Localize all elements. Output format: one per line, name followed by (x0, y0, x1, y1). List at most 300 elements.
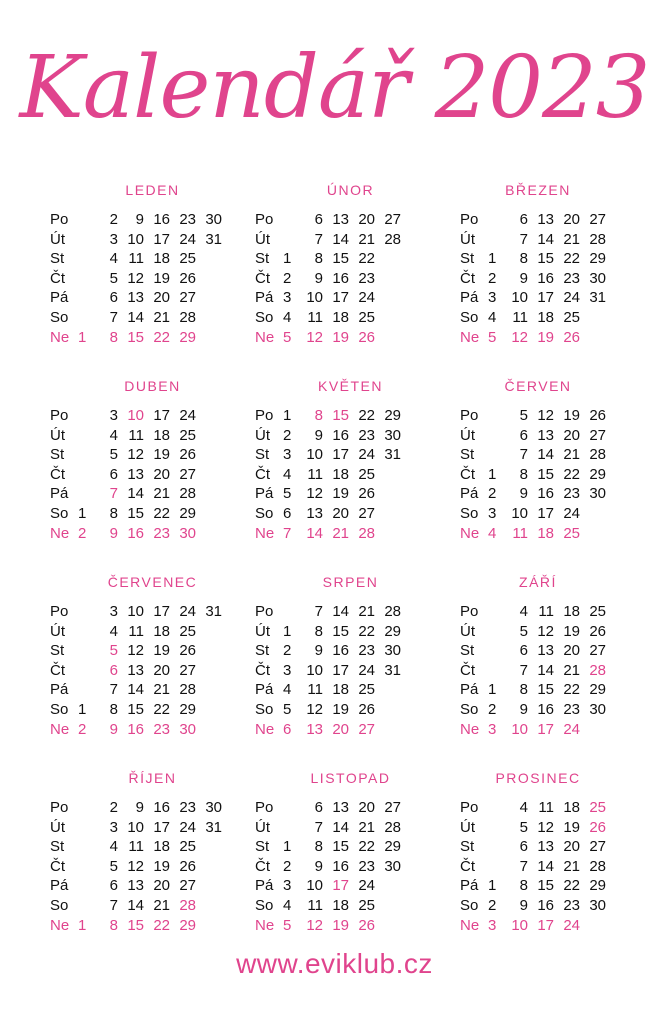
weekday-row (255, 661, 401, 681)
weekday-row (255, 720, 401, 740)
date-cell: 31 (384, 446, 401, 464)
date-cell: 11 (128, 250, 144, 268)
week-number (78, 837, 96, 857)
date-cell: 14 (332, 603, 349, 620)
weekday-label: So (50, 700, 69, 718)
date-cell: 9 (519, 269, 528, 287)
date-cell: 8 (109, 328, 118, 346)
weekday-row (255, 426, 401, 446)
week-number (78, 249, 96, 269)
date-cell: 28 (179, 896, 196, 914)
date-cell: 23 (179, 211, 196, 228)
week-number (78, 798, 96, 818)
weekday-label: Ne (460, 916, 480, 934)
date-cell: 21 (153, 485, 170, 503)
date-cell: 3 (109, 230, 118, 248)
weekday-row (50, 524, 196, 544)
date-cell: 5 (109, 857, 118, 875)
weekday-label: Ne (460, 720, 480, 738)
date-cell: 8 (519, 877, 528, 895)
date-cell: 9 (314, 642, 323, 660)
date-cell: 13 (127, 465, 144, 483)
week-number: 2 (78, 720, 87, 738)
week-number: 1 (488, 250, 497, 268)
date-cell: 30 (589, 269, 606, 287)
week-number (283, 230, 301, 250)
weekday-row (50, 798, 222, 818)
weekday-row (460, 524, 606, 544)
date-cell: 26 (179, 446, 196, 464)
date-cell: 25 (179, 622, 196, 640)
date-cell: 28 (589, 230, 606, 248)
date-cell: 11 (128, 622, 144, 640)
date-cell: 14 (127, 681, 144, 699)
date-cell: 27 (589, 642, 606, 660)
calendar-title: Kalendář 2023 (19, 38, 650, 138)
weekday-label: So (255, 896, 274, 914)
week-number (78, 445, 96, 465)
weekday-label: Po (460, 799, 479, 816)
date-cell: 19 (332, 328, 349, 346)
weekday-row (255, 798, 401, 818)
date-cell: 27 (179, 289, 196, 307)
weekday-label: St (460, 250, 475, 268)
date-cell: 19 (332, 700, 349, 718)
date-cell: 4 (109, 426, 118, 444)
date-cell: 31 (205, 818, 222, 836)
date-cell: 16 (537, 485, 554, 503)
date-cell: 14 (537, 446, 554, 464)
month-block (50, 766, 255, 962)
date-cell: 25 (179, 250, 196, 268)
date-cell: 18 (332, 896, 349, 914)
weekday-row (50, 288, 222, 308)
weekday-label: Ne (255, 524, 275, 542)
week-number: 1 (283, 407, 292, 424)
week-number (78, 680, 96, 700)
date-cell: 14 (537, 857, 554, 875)
date-cell: 15 (332, 407, 349, 424)
date-cell: 22 (358, 838, 375, 856)
date-cell: 26 (589, 818, 606, 836)
weekday-label: Čt (50, 661, 65, 679)
weekday-row (460, 288, 606, 308)
date-cell: 7 (109, 896, 118, 914)
month-block (255, 570, 460, 766)
date-cell: 17 (332, 877, 349, 895)
week-number (78, 210, 96, 230)
week-number: 3 (488, 720, 497, 738)
date-cell: 28 (179, 308, 196, 326)
weekday-label: Pá (50, 877, 69, 895)
month-name: KVĚTEN (317, 378, 383, 394)
date-cell: 7 (109, 485, 118, 503)
week-number (78, 661, 96, 681)
week-number: 7 (283, 524, 292, 542)
date-cell: 18 (332, 465, 349, 483)
date-cell: 18 (332, 681, 349, 699)
date-cell: 29 (589, 465, 606, 483)
date-cell: 19 (563, 818, 580, 836)
weekday-label: St (50, 250, 65, 268)
weekday-row (50, 465, 196, 485)
week-number: 3 (283, 289, 292, 307)
date-cell: 25 (358, 465, 375, 483)
date-cell: 18 (563, 799, 580, 816)
week-number (283, 210, 301, 230)
date-cell: 19 (563, 622, 580, 640)
date-cell: 20 (153, 661, 170, 679)
weekday-label: St (50, 446, 65, 464)
weekday-row (50, 916, 222, 936)
date-cell: 31 (205, 230, 222, 248)
weekday-label: St (255, 838, 270, 856)
date-cell: 23 (563, 896, 580, 914)
date-cell: 20 (563, 426, 580, 444)
date-cell: 11 (538, 603, 554, 620)
weekday-label: So (50, 308, 69, 326)
date-cell: 21 (153, 308, 170, 326)
weekday-label: Pá (255, 877, 274, 895)
month-block (50, 570, 255, 766)
weekday-row (255, 465, 401, 485)
date-cell: 22 (153, 328, 170, 346)
weekday-row (50, 445, 196, 465)
date-cell: 28 (384, 230, 401, 248)
weekday-row (50, 818, 222, 838)
weekday-row (50, 622, 222, 642)
week-number: 2 (283, 642, 292, 660)
date-cell: 10 (511, 720, 528, 738)
week-number (488, 426, 506, 446)
date-cell: 21 (332, 524, 349, 542)
month-name: PROSINEC (495, 770, 581, 786)
date-cell: 15 (332, 250, 349, 268)
date-cell: 26 (179, 269, 196, 287)
date-cell: 15 (537, 465, 554, 483)
date-cell: 13 (537, 211, 554, 228)
weekday-row (255, 524, 401, 544)
weekday-label: Pá (460, 681, 479, 699)
month-name: ÚNOR (326, 182, 375, 198)
weekday-row (50, 484, 196, 504)
weekday-row (255, 916, 401, 936)
weekday-row (460, 249, 606, 269)
weekday-label: Po (460, 603, 479, 620)
date-cell: 18 (332, 308, 349, 326)
date-cell: 26 (589, 407, 606, 424)
date-cell: 13 (306, 720, 323, 738)
date-cell: 14 (537, 661, 554, 679)
month-block (255, 766, 460, 962)
month-name: LISTOPAD (310, 770, 391, 786)
week-number: 5 (283, 328, 292, 346)
date-cell: 30 (384, 857, 401, 875)
week-number: 6 (283, 504, 292, 522)
date-cell: 7 (109, 681, 118, 699)
date-cell: 10 (306, 446, 323, 464)
weekday-label: So (460, 700, 479, 718)
date-cell: 5 (519, 407, 528, 424)
week-number: 3 (283, 661, 292, 679)
date-cell: 21 (563, 661, 580, 679)
week-number (78, 465, 96, 485)
date-cell: 18 (153, 426, 170, 444)
week-number: 1 (488, 877, 497, 895)
month-name: BŘEZEN (505, 182, 571, 198)
date-cell: 9 (109, 524, 118, 542)
date-cell: 6 (109, 877, 118, 895)
weekday-label: St (255, 446, 270, 464)
week-number (78, 230, 96, 250)
week-number (78, 269, 96, 289)
date-cell: 17 (153, 230, 170, 248)
weekday-row (255, 210, 401, 230)
date-cell: 30 (179, 524, 196, 542)
date-cell: 7 (314, 603, 323, 620)
date-cell: 20 (563, 642, 580, 660)
weekday-row (255, 328, 401, 348)
date-cell: 27 (358, 720, 375, 738)
date-cell: 24 (358, 661, 375, 679)
date-cell: 23 (358, 426, 375, 444)
week-number: 6 (283, 720, 292, 738)
week-number (283, 818, 301, 838)
date-cell: 17 (153, 407, 170, 424)
weekday-row (460, 876, 606, 896)
date-cell: 25 (179, 426, 196, 444)
date-cell: 21 (563, 230, 580, 248)
weekday-row (255, 308, 401, 328)
date-cell: 11 (307, 465, 323, 483)
date-cell: 5 (109, 642, 118, 660)
date-cell: 15 (127, 916, 144, 934)
date-cell: 13 (332, 799, 349, 816)
weekday-label: Pá (255, 681, 274, 699)
date-cell: 25 (589, 799, 606, 816)
weekday-label: Čt (255, 661, 270, 679)
weekday-row (50, 837, 222, 857)
date-cell: 6 (519, 838, 528, 856)
week-number: 2 (283, 857, 292, 875)
date-cell: 21 (153, 896, 170, 914)
week-number: 5 (283, 700, 292, 718)
weekday-row (255, 876, 401, 896)
weekday-row (460, 857, 606, 877)
weekday-row (255, 445, 401, 465)
weekday-row (50, 641, 222, 661)
week-number (78, 426, 96, 446)
weekday-label: Ne (50, 328, 70, 346)
date-cell: 17 (537, 720, 554, 738)
date-cell: 28 (589, 857, 606, 875)
week-number: 1 (488, 465, 497, 483)
date-cell: 31 (589, 289, 606, 307)
weekday-label: So (255, 308, 274, 326)
date-cell: 26 (179, 642, 196, 660)
date-cell: 10 (127, 818, 144, 836)
week-number: 5 (283, 916, 292, 934)
date-cell: 17 (332, 661, 349, 679)
week-number (488, 837, 506, 857)
date-cell: 22 (563, 465, 580, 483)
weekday-label: Čt (460, 857, 475, 875)
weekday-label: St (50, 838, 65, 856)
months-grid (50, 178, 630, 962)
weekday-row (460, 700, 606, 720)
weekday-row (50, 661, 222, 681)
weekday-label: Pá (460, 877, 479, 895)
date-cell: 16 (332, 426, 349, 444)
weekday-row (460, 308, 606, 328)
weekday-label: Út (50, 426, 65, 444)
date-cell: 5 (519, 818, 528, 836)
week-number: 1 (78, 504, 87, 522)
weekday-row (460, 837, 606, 857)
week-number: 2 (283, 426, 292, 444)
weekday-label: St (460, 642, 475, 660)
date-cell: 30 (205, 211, 222, 228)
date-cell: 4 (109, 622, 118, 640)
weekday-row (255, 818, 401, 838)
weekday-row (460, 445, 606, 465)
weekday-label: So (460, 896, 479, 914)
weekday-label: Po (460, 211, 479, 228)
month-block (460, 374, 630, 570)
date-cell: 21 (563, 446, 580, 464)
date-cell: 27 (179, 465, 196, 483)
weekday-row (255, 837, 401, 857)
week-number (78, 896, 96, 916)
weekday-row (460, 916, 606, 936)
weekday-row (50, 426, 196, 446)
weekday-label: St (460, 838, 475, 856)
weekday-label: St (50, 642, 65, 660)
weekday-row (255, 269, 401, 289)
week-number: 2 (488, 485, 497, 503)
date-cell: 19 (153, 857, 170, 875)
footer-url[interactable]: www.eviklub.cz (236, 948, 433, 979)
week-number: 2 (78, 524, 87, 542)
date-cell: 15 (537, 681, 554, 699)
week-number (488, 798, 506, 818)
week-number (78, 602, 96, 622)
week-number (488, 230, 506, 250)
month-block (255, 374, 460, 570)
week-number: 1 (78, 328, 87, 346)
weekday-label: Út (460, 426, 475, 444)
date-cell: 29 (589, 681, 606, 699)
weekday-row (50, 700, 222, 720)
date-cell: 6 (109, 289, 118, 307)
weekday-row (255, 896, 401, 916)
date-cell: 4 (109, 250, 118, 268)
date-cell: 27 (179, 661, 196, 679)
date-cell: 2 (109, 211, 118, 228)
date-cell: 29 (384, 838, 401, 856)
date-cell: 16 (332, 857, 349, 875)
weekday-label: So (255, 700, 274, 718)
weekday-label: Po (255, 211, 274, 228)
date-cell: 29 (179, 916, 196, 934)
date-cell: 11 (538, 799, 554, 816)
date-cell: 24 (563, 504, 580, 522)
weekday-label: Út (255, 622, 270, 640)
date-cell: 25 (358, 308, 375, 326)
date-cell: 28 (589, 446, 606, 464)
date-cell: 7 (519, 661, 528, 679)
weekday-label: Ne (50, 916, 70, 934)
weekday-row (50, 406, 196, 426)
date-cell: 29 (589, 250, 606, 268)
month-days (50, 406, 196, 543)
weekday-row (50, 504, 196, 524)
date-cell: 16 (537, 269, 554, 287)
date-cell: 10 (306, 661, 323, 679)
weekday-label: Út (50, 818, 65, 836)
date-cell: 15 (332, 838, 349, 856)
date-cell: 24 (563, 289, 580, 307)
date-cell: 28 (384, 818, 401, 836)
weekday-row (460, 484, 606, 504)
week-number: 4 (488, 524, 497, 542)
week-number: 4 (283, 465, 292, 483)
date-cell: 8 (109, 504, 118, 522)
date-cell: 26 (563, 328, 580, 346)
weekday-label: Pá (460, 289, 479, 307)
date-cell: 11 (307, 681, 323, 699)
weekday-label: Pá (50, 681, 69, 699)
week-number: 3 (488, 289, 497, 307)
weekday-label: Út (50, 622, 65, 640)
date-cell: 5 (109, 446, 118, 464)
date-cell: 26 (179, 857, 196, 875)
date-cell: 8 (314, 250, 323, 268)
date-cell: 25 (563, 308, 580, 326)
date-cell: 8 (519, 250, 528, 268)
date-cell: 18 (537, 524, 554, 542)
week-number (78, 622, 96, 642)
weekday-label: Čt (50, 465, 65, 483)
date-cell: 26 (358, 328, 375, 346)
date-cell: 30 (205, 799, 222, 816)
month-name: SRPEN (322, 574, 379, 590)
weekday-row (50, 230, 222, 250)
weekday-row (255, 504, 401, 524)
week-number (283, 798, 301, 818)
date-cell: 13 (127, 289, 144, 307)
weekday-label: St (460, 446, 475, 464)
date-cell: 28 (179, 485, 196, 503)
date-cell: 18 (563, 603, 580, 620)
date-cell: 13 (127, 877, 144, 895)
weekday-row (460, 720, 606, 740)
date-cell: 9 (519, 485, 528, 503)
date-cell: 13 (127, 661, 144, 679)
month-days (460, 210, 606, 347)
weekday-label: St (255, 642, 270, 660)
date-cell: 12 (127, 857, 144, 875)
date-cell: 16 (537, 700, 554, 718)
weekday-label: So (50, 896, 69, 914)
date-cell: 8 (109, 700, 118, 718)
date-cell: 25 (358, 681, 375, 699)
weekday-label: Po (50, 603, 69, 620)
date-cell: 10 (306, 289, 323, 307)
week-number (488, 622, 506, 642)
month-name: ZÁŘÍ (519, 574, 557, 590)
date-cell: 18 (153, 250, 170, 268)
